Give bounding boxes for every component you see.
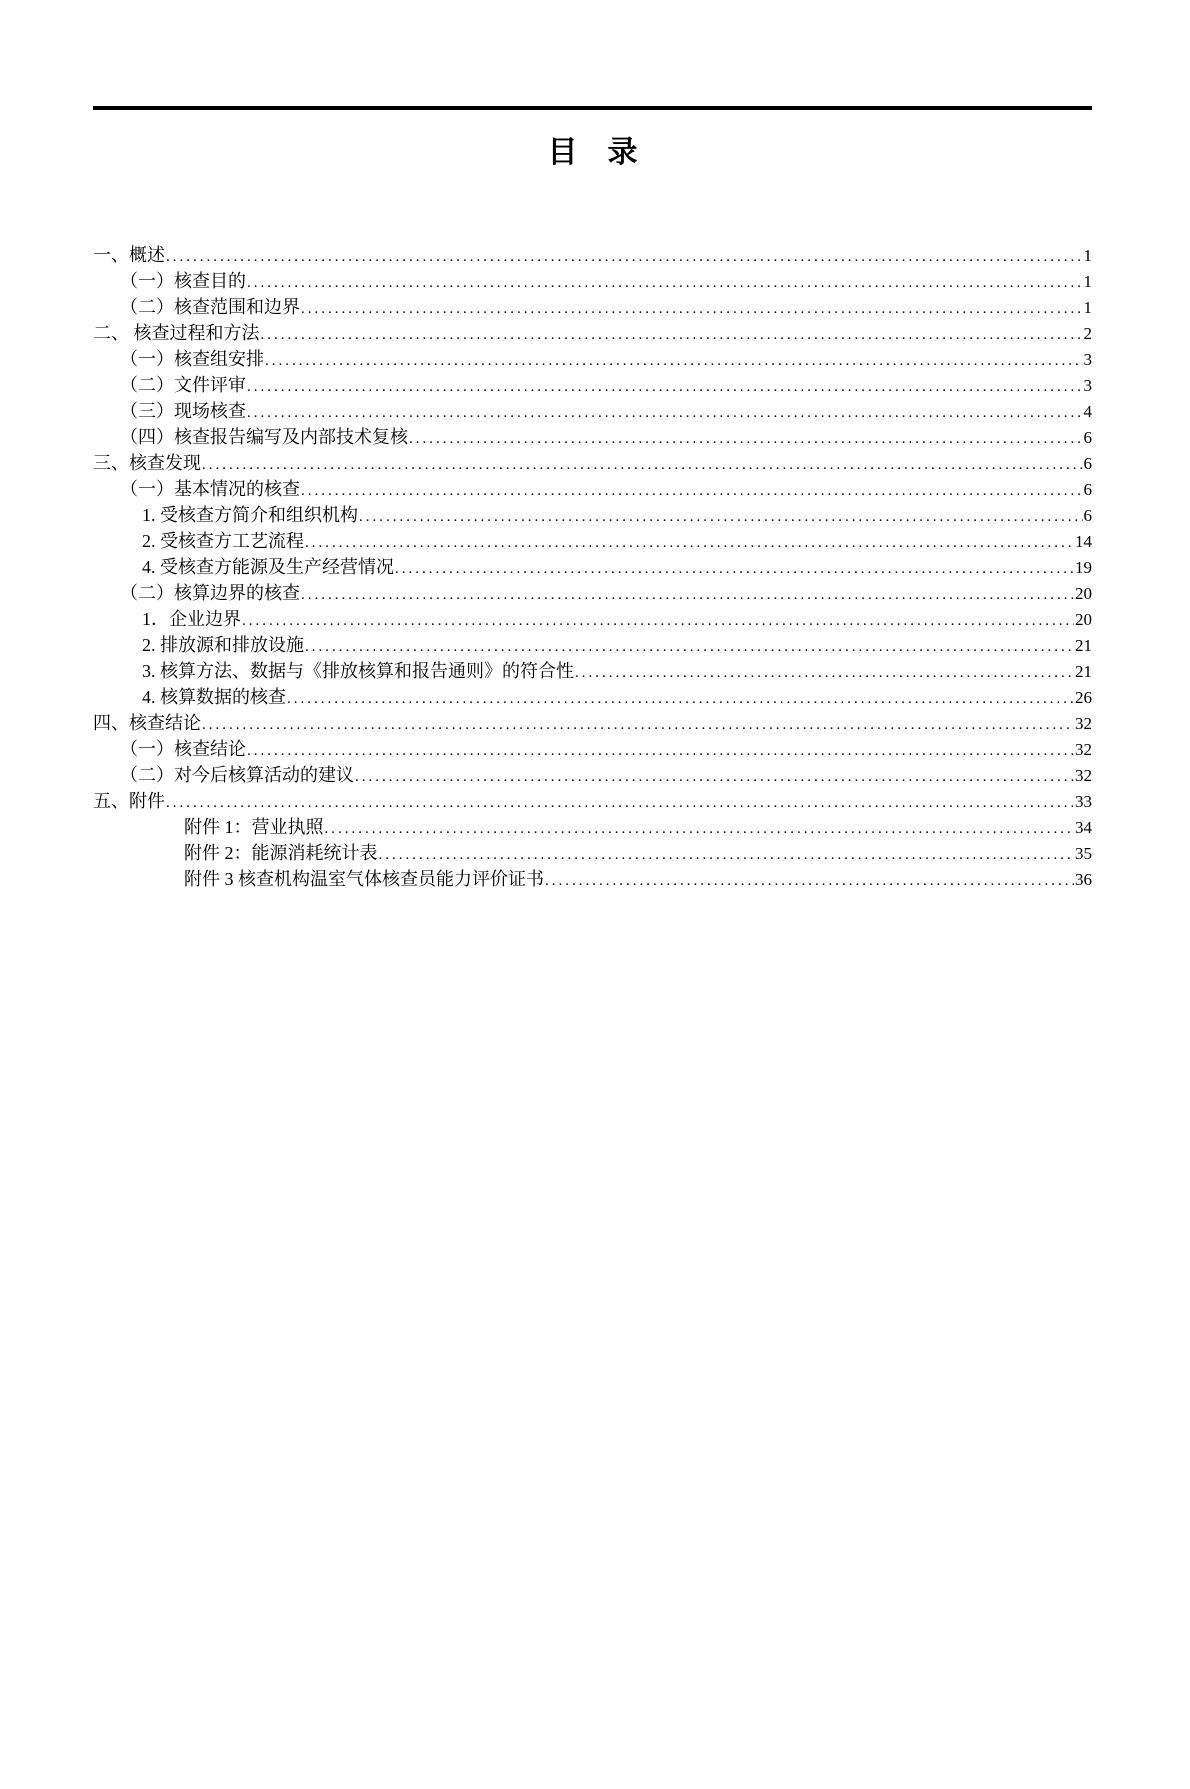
toc-entry-page: 2 (1083, 324, 1092, 343)
toc-entry (93, 658, 1092, 684)
toc-entry (93, 268, 1092, 294)
toc-entry-page: 32 (1075, 740, 1092, 759)
toc-entry (93, 736, 1092, 762)
toc-entry-page: 14 (1075, 532, 1092, 551)
toc-entry-page: 20 (1075, 610, 1092, 629)
toc-entry-page: 6 (1083, 506, 1092, 525)
toc-entry (93, 866, 1092, 892)
toc-dot-leader (359, 502, 1083, 530)
toc-entry-label: （二）文件评审 (120, 375, 246, 395)
toc-entry-label: 2. 排放源和排放设施 (142, 635, 304, 655)
toc-entry-page: 6 (1083, 480, 1092, 499)
toc-entry-page: 21 (1075, 662, 1092, 681)
toc-entry-label: 附件 2：能源消耗统计表 (184, 843, 378, 863)
toc-entry-label: 4. 核算数据的核查 (142, 687, 286, 707)
toc-entry-page: 26 (1075, 688, 1092, 707)
toc-entry-page: 36 (1075, 870, 1092, 889)
toc-dot-leader (247, 398, 1083, 426)
toc-entry (93, 320, 1092, 346)
toc-entry-page: 1 (1083, 246, 1092, 265)
toc-entry-page: 4 (1083, 402, 1092, 421)
toc-entry (93, 632, 1092, 658)
toc-entry (93, 840, 1092, 866)
toc-entry (93, 762, 1092, 788)
toc-entry-label: （二）核查范围和边界 (120, 297, 300, 317)
toc-entry-label: 1．企业边界 (142, 609, 241, 629)
toc-entry (93, 346, 1092, 372)
toc-entry-label: 一、概述 (93, 245, 165, 265)
toc-entry-label: 1. 受核查方简介和组织机构 (142, 505, 358, 525)
toc-entry (93, 554, 1092, 580)
toc-entry-label: 3. 核算方法、数据与《排放核算和报告通则》的符合性 (142, 661, 574, 681)
toc-entry (93, 814, 1092, 840)
toc-entry (93, 476, 1092, 502)
toc-entry (93, 528, 1092, 554)
toc-dot-leader (247, 736, 1074, 764)
toc-entry-label: 2. 受核查方工艺流程 (142, 531, 304, 551)
toc-entry (93, 450, 1092, 476)
toc-entry-label: 附件 1：营业执照 (184, 817, 324, 837)
toc-entry-label: （三）现场核查 (120, 401, 246, 421)
toc-dot-leader (247, 268, 1083, 296)
toc-list (93, 242, 1092, 892)
toc-dot-leader (166, 788, 1074, 816)
toc-entry-page: 33 (1075, 792, 1092, 811)
toc-entry-label: 四、核查结论 (93, 713, 201, 733)
toc-dot-leader (301, 294, 1083, 322)
toc-entry-label: 附件 3 核查机构温室气体核查员能力评价证书 (184, 869, 544, 889)
document-page (0, 106, 1190, 1789)
header-rule (93, 106, 1092, 110)
toc-dot-leader (287, 684, 1074, 712)
toc-entry-label: （二）对今后核算活动的建议 (120, 765, 354, 785)
toc-dot-leader (301, 580, 1074, 608)
toc-dot-leader (305, 528, 1074, 556)
toc-entry (93, 424, 1092, 450)
toc-entry-label: 4. 受核查方能源及生产经营情况 (142, 557, 394, 577)
toc-entry-page: 6 (1083, 428, 1092, 447)
toc-entry (93, 606, 1092, 632)
toc-entry-page: 35 (1075, 844, 1092, 863)
toc-dot-leader (379, 840, 1075, 868)
toc-entry-page: 3 (1083, 350, 1092, 369)
toc-dot-leader (247, 372, 1083, 400)
toc-entry-label: 三、核查发现 (93, 453, 201, 473)
toc-entry-label: （一）核查目的 (120, 271, 246, 291)
toc-entry-label: （一）核查组安排 (120, 349, 264, 369)
toc-dot-leader (261, 320, 1083, 348)
toc-entry-label: （二）核算边界的核查 (120, 583, 300, 603)
toc-entry (93, 580, 1092, 606)
page-title: 目 录 (547, 136, 638, 169)
toc-entry-page: 34 (1075, 818, 1092, 837)
toc-entry (93, 242, 1092, 268)
toc-dot-leader (355, 762, 1074, 790)
toc-dot-leader (545, 866, 1074, 894)
toc-entry-label: （四）核查报告编写及内部技术复核 (120, 427, 408, 447)
toc-entry-page: 6 (1083, 454, 1092, 473)
toc-entry-label: 五、附件 (93, 791, 165, 811)
toc-dot-leader (409, 424, 1083, 452)
toc-entry-page: 21 (1075, 636, 1092, 655)
toc-entry-page: 19 (1075, 558, 1092, 577)
toc-entry (93, 502, 1092, 528)
toc-entry-label: （一）基本情况的核查 (120, 479, 300, 499)
toc-entry-label: （一）核查结论 (120, 739, 246, 759)
toc-entry (93, 398, 1092, 424)
toc-entry-label: 二、 核查过程和方法 (93, 323, 260, 343)
toc-entry-page: 32 (1075, 714, 1092, 733)
toc-dot-leader (202, 710, 1074, 738)
toc-dot-leader (242, 606, 1074, 634)
toc-dot-leader (305, 632, 1074, 660)
toc-dot-leader (265, 346, 1083, 374)
toc-entry (93, 372, 1092, 398)
toc-dot-leader (325, 814, 1075, 842)
toc-entry-page: 1 (1083, 298, 1092, 317)
toc-entry (93, 710, 1092, 736)
toc-dot-leader (301, 476, 1083, 504)
toc-dot-leader (395, 554, 1074, 582)
toc-entry-page: 1 (1083, 272, 1092, 291)
toc-entry (93, 294, 1092, 320)
toc-entry-page: 32 (1075, 766, 1092, 785)
toc-dot-leader (166, 242, 1083, 270)
toc-dot-leader (202, 450, 1083, 478)
toc-entry (93, 788, 1092, 814)
toc-dot-leader (575, 658, 1074, 686)
toc-entry-page: 3 (1083, 376, 1092, 395)
toc-entry-page: 20 (1075, 584, 1092, 603)
toc-entry (93, 684, 1092, 710)
